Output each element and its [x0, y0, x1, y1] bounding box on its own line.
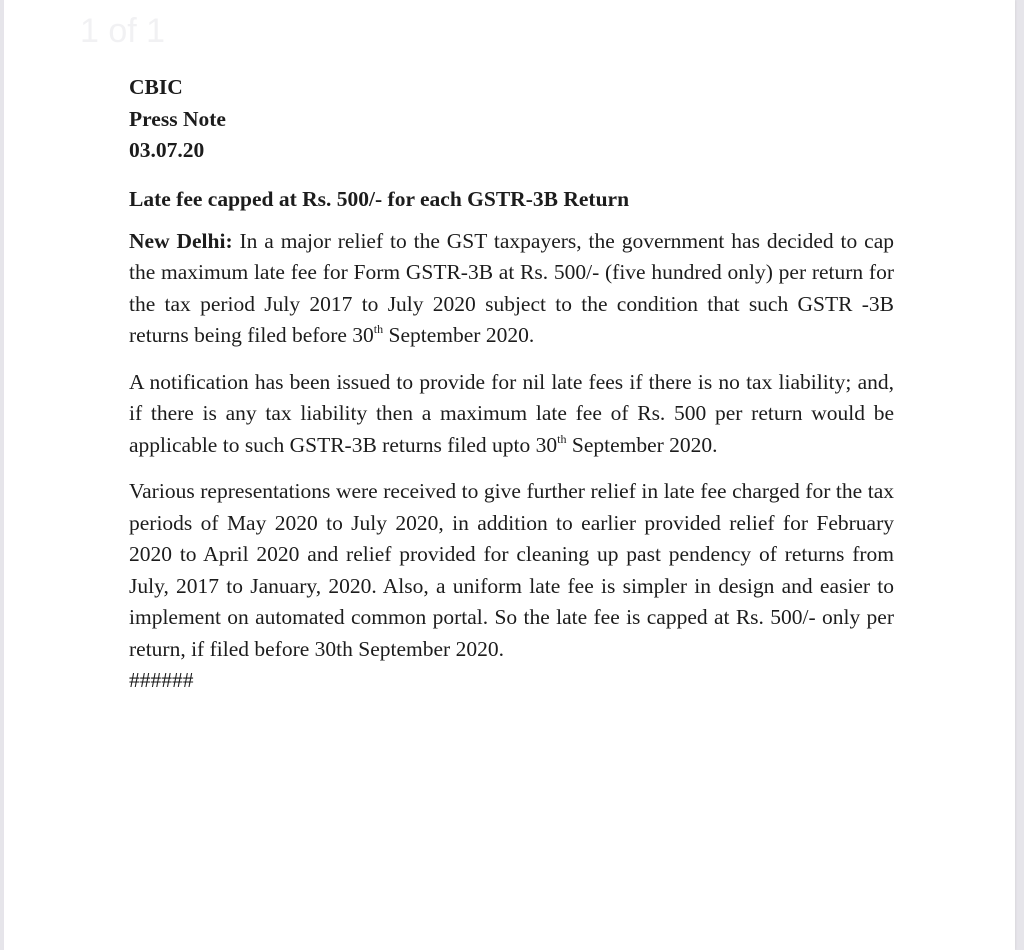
paragraph-1-text-b: September 2020.	[383, 323, 535, 347]
ordinal-suffix: th	[557, 431, 567, 446]
paragraph-2-text-b: September 2020.	[566, 432, 718, 457]
paragraph-1	[129, 226, 894, 352]
ordinal-suffix: th	[373, 322, 384, 336]
paragraph-2	[129, 367, 894, 462]
document-title: Late fee capped at Rs. 500/- for each GSTR-3B Return	[129, 186, 630, 211]
document-date: 03.07.20	[129, 138, 205, 162]
paragraph-1-text-a: In a major relief to the GST taxpayers, the government has decided to cap the maximum late fee for Form GSTR-3B at Rs. 500/- (five hundred only) per return for the tax period July 2017 to July 2020 subject to the condition that such GSTR -3B returns being filed before 30	[129, 228, 895, 347]
press-note	[129, 72, 894, 697]
document-type: Press Note	[129, 106, 226, 131]
paragraph-3: Various representations were received to give further relief in late fee charged for the tax periods of May 2020 to July 2020, in addition to earlier provided relief for February 2020 to April 2020 and relief provided for cleaning up past pendency of returns from July, 2017 to January, 2020. Also, a uniform late fee is simpler in design and easier to implement on automated common portal. So the late fee is capped at Rs. 500/- only per return, if filed before 30th September 2020.	[129, 479, 894, 661]
paragraph-2-text-a: A notification has been issued to provide for nil late fees if there is no tax liability; and, if there is any tax liability then a maximum late fee of Rs. 500 per return would be applicable to such GSTR-3B returns filed upto 30	[129, 369, 894, 457]
organization: CBIC	[129, 75, 183, 99]
document-page	[4, 0, 1015, 950]
end-mark: ######	[129, 668, 194, 692]
dateline: New Delhi:	[129, 228, 233, 253]
page-indicator: 1 of 1	[80, 12, 166, 50]
